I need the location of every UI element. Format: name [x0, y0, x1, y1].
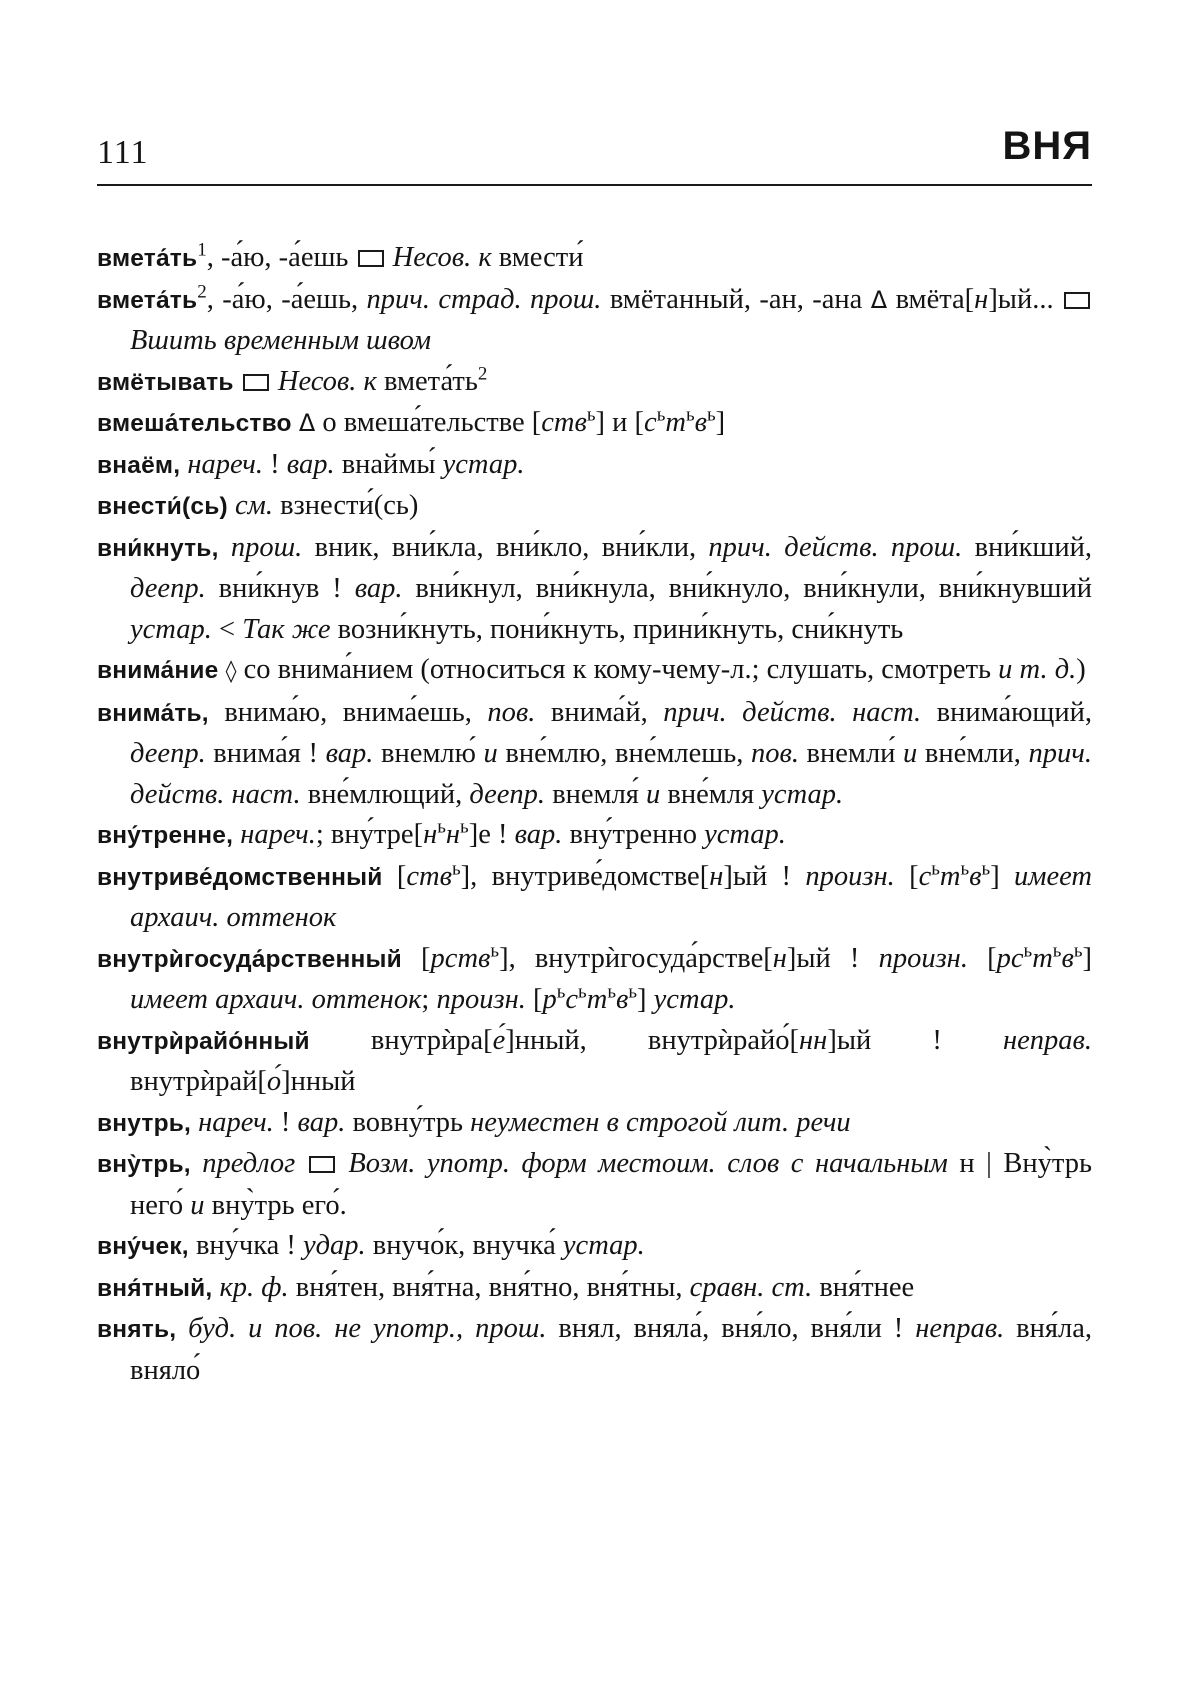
entry-label-italic: неуместен в строгой лит. речи — [470, 1106, 851, 1138]
entry-headword: внутрѝрайо́нный — [97, 1027, 310, 1055]
entry-superscript: ь — [628, 981, 638, 1003]
entry-label-italic: и — [903, 738, 918, 769]
entry-label-italic: прич. действ. наст. — [663, 696, 922, 728]
dictionary-entry — [97, 445, 1092, 487]
entry-text: , -а́ю, -а́ешь — [206, 242, 356, 273]
entry-superscript: ь — [451, 858, 461, 879]
entry-label-italic: неправ. — [915, 1313, 1005, 1344]
entry-label-italic: прош. — [218, 531, 303, 563]
entry-headword: вни́кнуть, — [97, 534, 219, 562]
entry-label-italic: произн. — [805, 860, 895, 892]
entry-text: внемлю́ — [373, 738, 484, 769]
entry-text: [ — [967, 942, 997, 974]
entry-text: вни́кнув ! — [205, 573, 355, 604]
entry-superscript: ь — [931, 858, 940, 879]
entry-label-italic: с — [918, 860, 932, 892]
entry-label-italic: нареч. — [233, 819, 316, 850]
entry-superscript: 1 — [197, 239, 207, 261]
entry-label-italic: устар. — [442, 448, 525, 480]
entry-headword: вмета́ть — [97, 245, 198, 272]
entry-label-italic: н — [445, 819, 461, 850]
entry-text: со внима́нием (относиться к кому-чему-л.; слушать, смотреть — [236, 654, 999, 685]
entry-text: н | Вну̀трь него́ — [130, 1148, 1092, 1221]
entry-label-italic: рств — [430, 942, 491, 974]
entry-label-italic: устар. — [761, 778, 844, 810]
entry-headword: внима́ние — [97, 657, 219, 684]
entry-label-italic: с — [565, 984, 579, 1015]
entry-headword: вня́тный, — [97, 1274, 213, 1302]
entry-label-italic: н — [709, 860, 724, 892]
dictionary-entries — [97, 238, 1092, 1391]
entry-text — [292, 407, 299, 438]
entry-label-italic: устар. — [653, 984, 736, 1015]
entry-text: вни́кший, — [962, 531, 1093, 563]
entry-label-italic: р — [542, 984, 557, 1015]
dictionary-entry — [97, 939, 1092, 1021]
entry-label-italic: н — [772, 942, 787, 974]
entry-headword: вмётывать — [97, 368, 234, 396]
dictionary-entry — [97, 693, 1092, 816]
entry-label-italic: н — [974, 283, 989, 315]
entry-label-italic: в — [969, 860, 982, 892]
entry-text: вну̀трь его́. — [204, 1189, 347, 1221]
entry-headword: внима́ть, — [97, 699, 209, 727]
dictionary-entry — [97, 1226, 1092, 1268]
entry-label-italic: неправ. — [1002, 1024, 1092, 1056]
entry-text: вня́тен, вня́тна, вня́тно, вня́тны, — [288, 1271, 690, 1303]
dictionary-entry — [97, 650, 1092, 693]
entry-label-italic: прич. действ. прош. — [708, 531, 963, 563]
entry-label-italic: Несов. к — [385, 242, 492, 273]
dictionary-entry — [97, 362, 1092, 404]
entry-text: внима́ющий, — [921, 696, 1092, 728]
entry-label-italic: н — [423, 819, 438, 850]
entry-label-italic: имеет архаич. оттенок — [130, 860, 1092, 933]
entry-text: вня́тнее — [812, 1271, 915, 1303]
dictionary-entry — [97, 486, 1092, 528]
entry-label-italic: т — [586, 984, 608, 1015]
entry-label-italic: вар. — [325, 738, 374, 769]
entry-text: внял, вняла́, вня́ло, вня́ли ! — [546, 1313, 916, 1344]
square-icon — [1064, 292, 1090, 309]
entry-label-italic: вар. — [514, 819, 563, 850]
entry-superscript: ь — [656, 404, 666, 426]
dictionary-entry — [97, 238, 1092, 280]
entry-text: ]ый ! — [786, 942, 879, 974]
entry-text: [ — [894, 860, 919, 892]
entry-label-italic: о́ — [266, 1066, 282, 1097]
entry-text: вне́млющий, — [300, 778, 470, 810]
entry-label-italic: предлог — [190, 1148, 307, 1179]
entry-text: [ — [401, 942, 431, 974]
entry-label-italic: прич. действ. наст. — [130, 738, 1092, 810]
entry-label-italic: в — [615, 984, 629, 1015]
dictionary-entry — [97, 528, 1092, 651]
entry-text: , -а́ю, -а́ешь, — [206, 283, 367, 315]
entry-superscript: ь — [707, 404, 716, 426]
entry-text: ; — [421, 984, 437, 1015]
entry-superscript: ь — [556, 981, 566, 1003]
entry-label-italic: и — [190, 1189, 205, 1221]
entry-text: ]е ! — [468, 819, 515, 850]
entry-label-italic: пов. — [750, 738, 799, 769]
entry-text: внима́я ! — [205, 738, 326, 769]
entry-text: вне́мли, — [917, 738, 1029, 769]
entry-headword: вмеша́тельство — [97, 410, 292, 437]
entry-text: вмести́ — [491, 242, 584, 273]
entry-label-italic: ств — [406, 860, 452, 892]
entry-label-italic: вар. — [354, 573, 403, 604]
entry-label-italic: нареч. — [180, 448, 264, 480]
entry-text: [ — [525, 984, 543, 1015]
page-number: 111 — [97, 134, 149, 171]
entry-text: вне́млю, вне́млешь, — [497, 738, 751, 769]
entry-text: вну́чка ! — [188, 1230, 304, 1261]
entry-superscript: ь — [1052, 940, 1062, 961]
entry-label-italic: Так же — [242, 613, 331, 645]
entry-text: ; вну́тре[ — [315, 819, 424, 850]
entry-text: вня́ла, вняло́ — [130, 1313, 1092, 1386]
entry-text: внутрѝрай[ — [130, 1066, 267, 1097]
entry-label-italic: ств — [541, 407, 587, 438]
triangle-icon: Δ — [870, 285, 888, 314]
entry-label-italic: деепр. — [469, 778, 546, 810]
entry-label-italic: Несов. к — [270, 365, 377, 397]
entry-text: ! — [273, 1106, 298, 1138]
entry-text: ]ый... — [988, 283, 1062, 315]
entry-label-italic: устар. — [704, 819, 786, 850]
entry-text: ! — [263, 448, 287, 480]
entry-text: внучо́к, внучка́ — [365, 1230, 563, 1261]
entry-label-italic: произн. — [878, 942, 968, 974]
entry-label-italic: устар. — [562, 1230, 645, 1261]
dictionary-entry — [97, 403, 1092, 445]
entry-label-italic: вар. — [286, 448, 335, 480]
square-icon — [243, 374, 269, 391]
entry-text — [218, 654, 225, 685]
entry-text: ] — [637, 984, 654, 1015]
entry-text: вну́тренно — [562, 819, 705, 850]
entry-label-italic: е́ — [492, 1024, 506, 1056]
dictionary-entry — [97, 857, 1092, 939]
entry-label-italic: прич. страд. прош. — [366, 283, 602, 315]
entry-text: возни́кнуть, пони́кнуть, прини́кнуть, сни́кнуть — [330, 613, 904, 645]
square-icon — [309, 1156, 335, 1173]
entry-text: вмёта[ — [887, 283, 975, 315]
entry-label-italic: с — [644, 407, 657, 438]
entry-text: вне́мля — [660, 778, 762, 810]
entry-label-italic: деепр. — [130, 573, 206, 604]
entry-label-italic: вар. — [297, 1106, 346, 1138]
entry-text — [234, 366, 241, 397]
entry-label-italic: и т. д. — [998, 654, 1077, 685]
dictionary-entry — [97, 280, 1092, 362]
entry-superscript: ь — [981, 858, 991, 879]
entry-label-italic: буд. и пов. не употр., прош. — [176, 1313, 547, 1344]
entry-text: ], внутрѝгосуда́рстве[ — [499, 942, 773, 974]
entry-text: ] — [715, 407, 726, 438]
entry-label-italic: деепр. — [130, 738, 206, 769]
entry-text: < — [211, 613, 243, 645]
entry-text: вмётанный, -ан, -ана — [601, 283, 871, 315]
entry-label-italic: Вшить временным швом — [130, 325, 432, 356]
entry-text: внемли́ — [798, 738, 904, 769]
entry-label-italic: удар. — [303, 1230, 366, 1261]
entry-headword: вмета́ть — [97, 286, 198, 314]
entry-headword: внаём, — [97, 451, 181, 479]
dictionary-entry — [97, 1268, 1092, 1310]
entry-label-italic: нареч. — [191, 1106, 274, 1138]
entry-headword: внять, — [97, 1316, 177, 1343]
entry-text: вник, вни́кла, вни́кло, вни́кли, — [302, 531, 709, 563]
entry-label-italic: имеет архаич. оттенок — [130, 984, 422, 1015]
entry-label-italic: в — [1061, 942, 1074, 974]
entry-label-italic: кр. ф. — [212, 1271, 289, 1303]
entry-label-italic: см. — [227, 490, 273, 521]
entry-label-italic: рс — [996, 942, 1024, 974]
entry-headword: внутрь, — [97, 1109, 192, 1137]
running-head: ВНЯ — [1002, 124, 1092, 168]
entry-text: ]ый ! — [827, 1024, 1003, 1056]
dictionary-entry — [97, 815, 1092, 857]
entry-label-italic: произн. — [436, 984, 526, 1015]
entry-headword: вну́тренне, — [97, 822, 234, 849]
entry-text: ]нный, внутрѝрайо́[ — [505, 1024, 800, 1056]
entry-superscript: ь — [1023, 940, 1033, 961]
diamond-icon: ◊ — [225, 659, 237, 684]
dictionary-entry — [97, 1309, 1092, 1391]
entry-label-italic: т — [665, 407, 686, 438]
entry-text: [ — [382, 860, 407, 892]
entry-text: ]нный — [281, 1066, 356, 1097]
square-icon — [358, 250, 384, 267]
entry-label-italic: сравн. ст. — [689, 1271, 813, 1303]
entry-text: вовну́трь — [345, 1106, 471, 1138]
entry-headword: вну́чек, — [97, 1233, 189, 1260]
dictionary-entry — [97, 1103, 1092, 1145]
entry-label-italic: нн — [799, 1024, 828, 1056]
dictionary-entry — [97, 1021, 1092, 1103]
entry-superscript: ь — [490, 940, 500, 961]
entry-text: о вмеша́тельстве [ — [315, 407, 542, 438]
entry-label-italic: Возм. употр. форм местоим. слов с начальным — [336, 1148, 948, 1179]
entry-text: ], внутриве́домстве[ — [460, 860, 710, 892]
entry-text: ] и [ — [595, 407, 645, 438]
entry-text: внима́й, — [535, 696, 664, 728]
entry-superscript: ь — [685, 404, 695, 426]
entry-superscript: ь — [437, 816, 446, 838]
triangle-icon: Δ — [298, 409, 316, 437]
dictionary-entry — [97, 1144, 1092, 1226]
entry-label-italic: т — [939, 860, 961, 892]
entry-label-italic: т — [1032, 942, 1053, 974]
entry-headword: вну̀трь, — [97, 1151, 191, 1178]
entry-text: внима́ю, внима́ешь, — [208, 696, 488, 728]
entry-label-italic: пов. — [487, 696, 536, 728]
entry-headword: внутриве́домственный — [97, 863, 383, 891]
entry-label-italic: и — [646, 778, 661, 810]
entry-text: внемля́ — [545, 778, 647, 810]
entry-text: ] — [1082, 942, 1092, 974]
entry-superscript: ь — [607, 981, 616, 1003]
entry-text: внаймы́ — [334, 448, 443, 480]
entry-text: взнести́(сь) — [272, 490, 419, 521]
entry-text: внутрѝра[ — [309, 1024, 493, 1056]
entry-superscript: ь — [960, 858, 970, 879]
page-header — [97, 118, 1092, 186]
entry-superscript: ь — [578, 981, 587, 1003]
entry-headword: внести́(сь) — [97, 493, 228, 520]
entry-label-italic: в — [694, 407, 707, 438]
entry-superscript: 2 — [197, 281, 207, 302]
entry-superscript: ь — [586, 404, 596, 426]
entry-label-italic: устар. — [130, 613, 212, 645]
entry-text: вмета́ть — [376, 365, 478, 397]
entry-text: ] — [990, 860, 1015, 892]
entry-label-italic: и — [483, 738, 498, 769]
entry-superscript: ь — [460, 816, 469, 838]
entry-superscript: 2 — [477, 363, 488, 384]
entry-superscript: ь — [1073, 940, 1083, 961]
entry-headword: внутрѝгосуда́рственный — [97, 945, 402, 973]
entry-text: вни́кнул, вни́кнула, вни́кнуло, вни́кнули, вни́кнувший — [402, 573, 1093, 604]
entry-text: ]ый ! — [723, 860, 806, 892]
entry-text: ) — [1076, 654, 1086, 685]
